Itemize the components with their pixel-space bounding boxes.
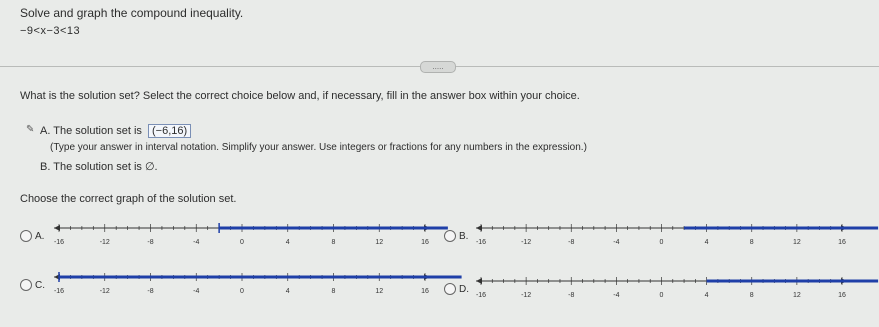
tick-label: -8	[568, 239, 575, 246]
tick-label: -12	[521, 239, 532, 246]
number-line-c	[50, 271, 440, 299]
tick-label: 8	[749, 239, 754, 246]
tick-label: 12	[792, 292, 801, 299]
tick-label: -16	[53, 239, 65, 246]
expand-button[interactable]: .....	[420, 61, 456, 73]
radio-button[interactable]	[20, 279, 32, 291]
tick-label: -4	[613, 239, 620, 246]
choice-letter: D.	[459, 283, 469, 295]
tick-label: 0	[659, 292, 664, 299]
tick-label: -4	[193, 288, 200, 295]
tick-label: 0	[659, 239, 664, 246]
radio-button[interactable]	[20, 230, 32, 242]
tick-label: -4	[613, 292, 620, 299]
tick-label: -16	[475, 239, 487, 246]
tick-label: 4	[285, 288, 290, 295]
number-line-a	[50, 222, 440, 250]
tick-label: 12	[792, 239, 801, 246]
tick-label: 16	[421, 239, 429, 246]
tick-label: -4	[193, 239, 200, 246]
tick-label: -12	[521, 292, 532, 299]
tick-label: 12	[375, 288, 384, 295]
tick-label: 4	[704, 292, 709, 299]
radio-button[interactable]	[444, 230, 456, 242]
graph-choice-d[interactable]	[444, 283, 469, 295]
tick-label: 16	[838, 239, 846, 246]
tick-label: -8	[147, 239, 154, 246]
choice-letter: C.	[35, 279, 45, 291]
pencil-icon: ✎	[26, 124, 35, 135]
answer-input[interactable]: (−6,16)	[148, 124, 191, 138]
graph-choice-c[interactable]	[20, 279, 45, 291]
tick-label: -16	[475, 292, 487, 299]
tick-label: 8	[331, 288, 336, 295]
tick-label: 12	[375, 239, 384, 246]
tick-label: 8	[749, 292, 754, 299]
option-b-text: The solution set is ∅.	[53, 161, 158, 173]
answer-hint: (Type your answer in interval notation. Simplify your answer. Use integers or fractions for any numbers in the expression.)	[50, 142, 587, 153]
option-b[interactable]	[40, 160, 158, 173]
graph-choice-b[interactable]	[444, 230, 468, 242]
tick-label: 4	[285, 239, 290, 246]
number-line-b	[472, 222, 857, 250]
tick-label: 0	[240, 239, 244, 246]
tick-label: -8	[147, 288, 154, 295]
option-a-letter: A.	[40, 125, 51, 137]
radio-button[interactable]	[444, 283, 456, 295]
tick-label: -12	[99, 239, 110, 246]
choice-letter: B.	[459, 230, 469, 242]
question-text: What is the solution set? Select the correct choice below and, if necessary, fill in the answer box within your choice.	[20, 90, 580, 102]
tick-label: -16	[53, 288, 65, 295]
graph-prompt: Choose the correct graph of the solution set.	[20, 193, 237, 205]
graph-choice-a[interactable]	[20, 230, 44, 242]
tick-label: -8	[568, 292, 575, 299]
tick-label: 8	[331, 239, 336, 246]
inequality-expression: −9<x−3<13	[20, 25, 81, 37]
choice-letter: A.	[35, 230, 45, 242]
option-a[interactable]	[26, 124, 191, 138]
tick-label: 16	[838, 292, 846, 299]
tick-label: 16	[421, 288, 429, 295]
option-a-text: The solution set is	[53, 125, 142, 137]
number-line-d	[472, 275, 857, 303]
tick-label: 0	[240, 288, 244, 295]
problem-prompt: Solve and graph the compound inequality.	[20, 6, 244, 20]
tick-label: 4	[704, 239, 709, 246]
option-b-letter: B.	[40, 161, 51, 173]
tick-label: -12	[99, 288, 110, 295]
